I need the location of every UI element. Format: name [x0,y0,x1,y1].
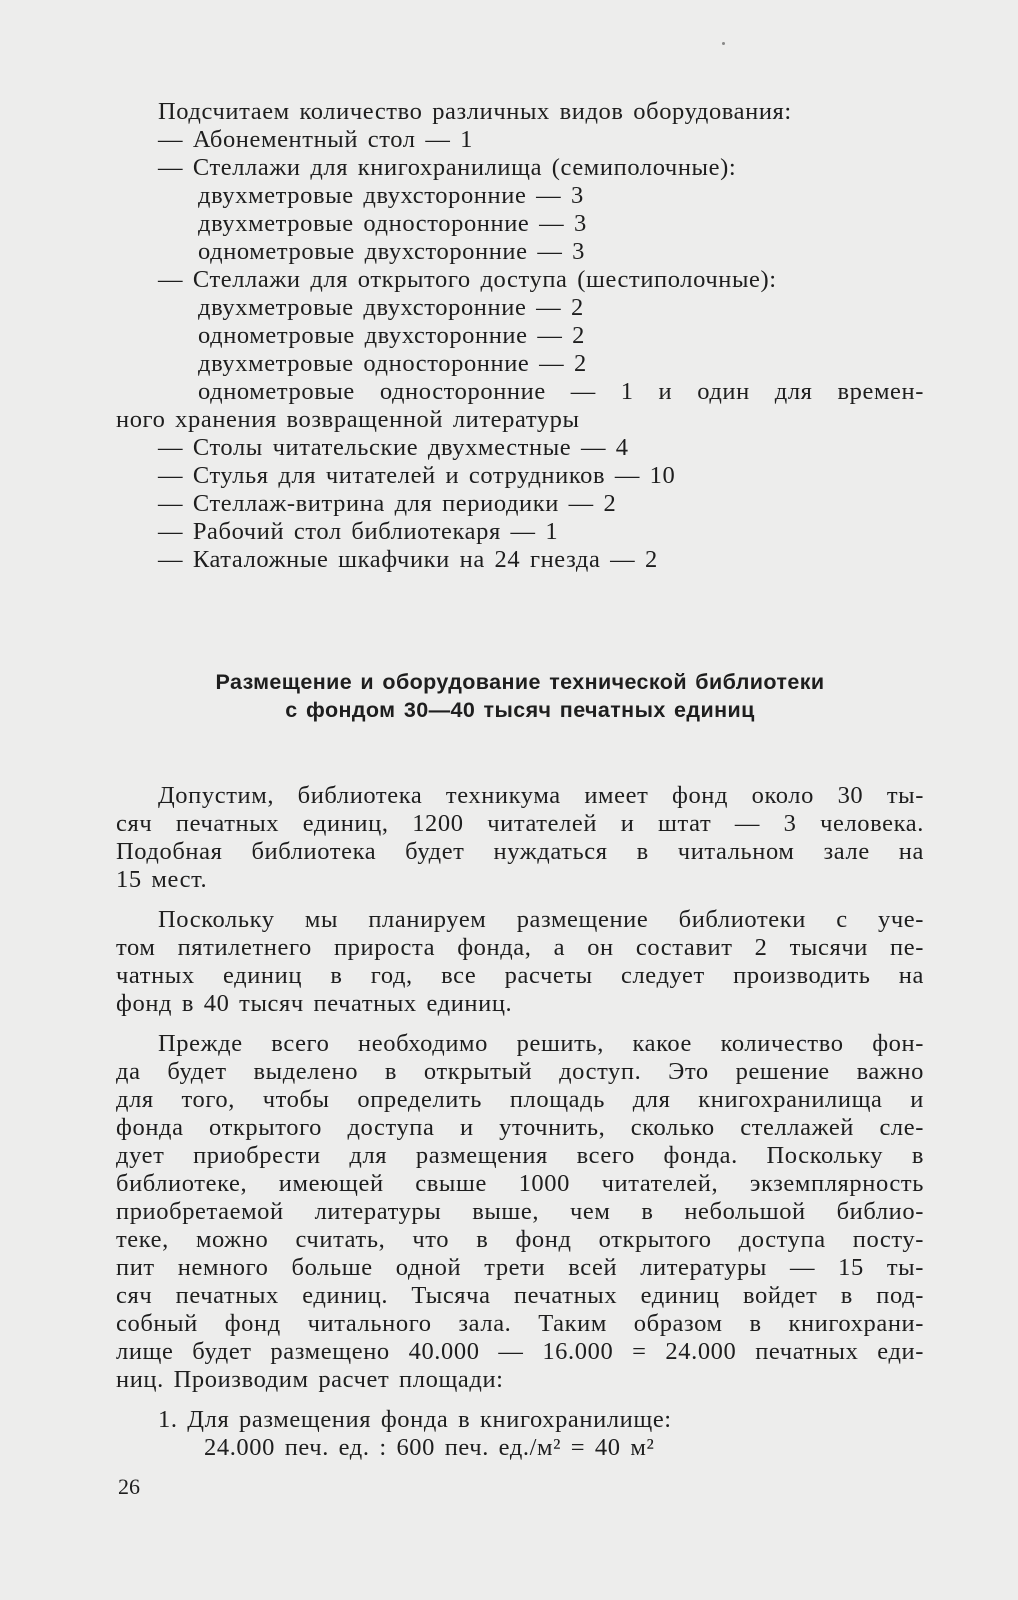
equipment-item: — Абонементный стол — 1 [158,126,473,153]
calculation-item: 1. Для размещения фонда в книгохранилище: [158,1406,672,1433]
speck [722,42,725,45]
equipment-subitem: однометровые двухсторонние — 2 [198,322,586,349]
equipment-subitem: двухметровые двухсторонние — 2 [198,294,584,321]
calculation-formula: 24.000 печ. ед. : 600 печ. ед./м² = 40 м² [204,1434,655,1461]
paragraph-line: Допустим, библиотека техникума имеет фонд около 30 ты- [158,782,924,809]
paragraph-line: ниц. Производим расчет площади: [116,1366,504,1393]
paragraph-line: пит немного больше одной трети всей литературы — 15 ты- [116,1254,924,1281]
paragraph-line: теке, можно считать, что в фонд открытого доступа посту- [116,1226,924,1253]
section-title-line1: Размещение и оборудование технической библиотеки [215,670,825,694]
equipment-subitem: однометровые односторонние — 1 и один для времен- [198,378,924,405]
paragraph-line: Поскольку мы планируем размещение библиотеки с уче- [158,906,924,933]
equipment-item: — Стеллажи для открытого доступа (шестиполочные): [158,266,777,293]
paragraph-line: дует приобрести для размещения всего фонда. Поскольку в [116,1142,924,1169]
paragraph-line: 15 мест. [116,866,208,893]
paragraph-line: том пятилетнего прироста фонда, а он составит 2 тысячи пе- [116,934,924,961]
paragraph-line: лище будет размещено 40.000 — 16.000 = 24.000 печатных еди- [116,1338,924,1365]
equipment-item: — Стеллаж-витрина для периодики — 2 [158,490,617,517]
paragraph-line: Прежде всего необходимо решить, какое количество фон- [158,1030,924,1057]
equipment-intro: Подсчитаем количество различных видов оборудования: [158,98,792,125]
paragraph-line: сяч печатных единиц, 1200 читателей и штат — 3 человека. [116,810,924,837]
equipment-subitem: двухметровые односторонние — 2 [198,350,587,377]
paragraph-line: библиотеке, имеющей свыше 1000 читателей, экземплярность [116,1170,924,1197]
equipment-subitem: двухметровые двухсторонние — 3 [198,182,584,209]
paragraph-line: сяч печатных единиц. Тысяча печатных единиц войдет в под- [116,1282,924,1309]
equipment-subitem: двухметровые односторонние — 3 [198,210,587,237]
equipment-item: — Стулья для читателей и сотрудников — 10 [158,462,676,489]
paragraph-line: чатных единиц в год, все расчеты следует производить на [116,962,924,989]
equipment-item: — Столы читательские двухместные — 4 [158,434,629,461]
equipment-item: — Рабочий стол библиотекаря — 1 [158,518,559,545]
paragraph-line: фонд в 40 тысяч печатных единиц. [116,990,513,1017]
equipment-item: — Каталожные шкафчики на 24 гнезда — 2 [158,546,658,573]
equipment-item: — Стеллажи для книгохранилища (семиполочные): [158,154,737,181]
paragraph-line: приобретаемой литературы выше, чем в небольшой библио- [116,1198,924,1225]
paragraph-line: да будет выделено в открытый доступ. Это решение важно [116,1058,924,1085]
paragraph-line: для того, чтобы определить площадь для книгохранилища и [116,1086,924,1113]
paragraph-line: собный фонд читального зала. Таким образом в книгохрани- [116,1310,924,1337]
section-title-line2: с фондом 30—40 тысяч печатных единиц [285,698,755,722]
paragraph-line: фонда открытого доступа и уточнить, сколько стеллажей сле- [116,1114,924,1141]
page-number: 26 [118,1474,140,1499]
paragraph-line: Подобная библиотека будет нуждаться в читальном зале на [116,838,924,865]
equipment-subitem-continuation: ного хранения возвращенной литературы [116,406,580,433]
equipment-subitem: однометровые двухсторонние — 3 [198,238,586,265]
